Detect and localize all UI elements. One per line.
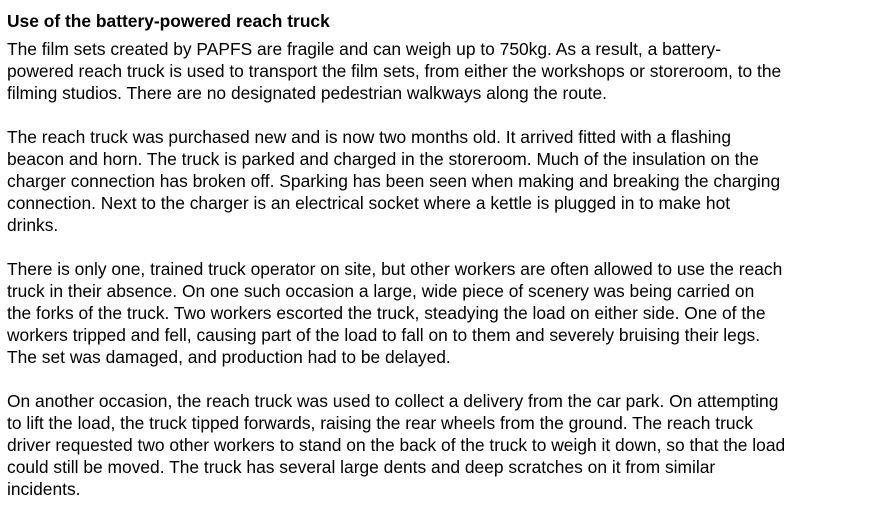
text-line: to lift the load, the truck tipped forwards, raising the rear wheels from the ground. The reach truck bbox=[7, 413, 753, 433]
text-line: drinks. bbox=[7, 215, 59, 235]
document-heading: Use of the battery-powered reach truck bbox=[7, 11, 330, 31]
text-line: beacon and horn. The truck is parked and charged in the storeroom. Much of the insulation on the bbox=[7, 149, 759, 169]
text-line: incidents. bbox=[7, 479, 81, 499]
document bbox=[7, 10, 885, 500]
text-line: The reach truck was purchased new and is now two months old. It arrived fitted with a flashing bbox=[7, 127, 732, 147]
text-line: The set was damaged, and production had to be delayed. bbox=[7, 347, 451, 367]
text-line: workers tripped and fell, causing part of the load to fall on to them and severely bruising their legs. bbox=[7, 325, 761, 345]
text-line: There is only one, trained truck operator on site, but other workers are often allowed to use the reach bbox=[7, 259, 783, 279]
text-line: could still be moved. The truck has several large dents and deep scratches on it from similar bbox=[7, 457, 716, 477]
paragraph-operator-incident bbox=[7, 258, 885, 368]
text-line: connection. Next to the charger is an electrical socket where a kettle is plugged in to make hot bbox=[7, 193, 731, 213]
text-line: charger connection has broken off. Sparking has been seen when making and breaking the charging bbox=[7, 171, 781, 191]
text-line: powered reach truck is used to transport the film sets, from either the workshops or storeroom, to the bbox=[7, 61, 782, 81]
text-line: filming studios. There are no designated pedestrian walkways along the route. bbox=[7, 83, 608, 103]
text-line: driver requested two other workers to stand on the back of the truck to weigh it down, so that the load bbox=[7, 435, 786, 455]
text-line: the forks of the truck. Two workers escorted the truck, steadying the load on either side. One of the bbox=[7, 303, 766, 323]
paragraph-film-sets bbox=[7, 38, 885, 104]
text-line: The film sets created by PAPFS are fragile and can weigh up to 750kg. As a result, a battery- bbox=[7, 39, 722, 59]
paragraph-truck-charging bbox=[7, 126, 885, 236]
paragraph-tipping-incident bbox=[7, 390, 885, 500]
text-line: On another occasion, the reach truck was used to collect a delivery from the car park. On attempting bbox=[7, 391, 779, 411]
text-line: truck in their absence. On one such occasion a large, wide piece of scenery was being carried on bbox=[7, 281, 755, 301]
